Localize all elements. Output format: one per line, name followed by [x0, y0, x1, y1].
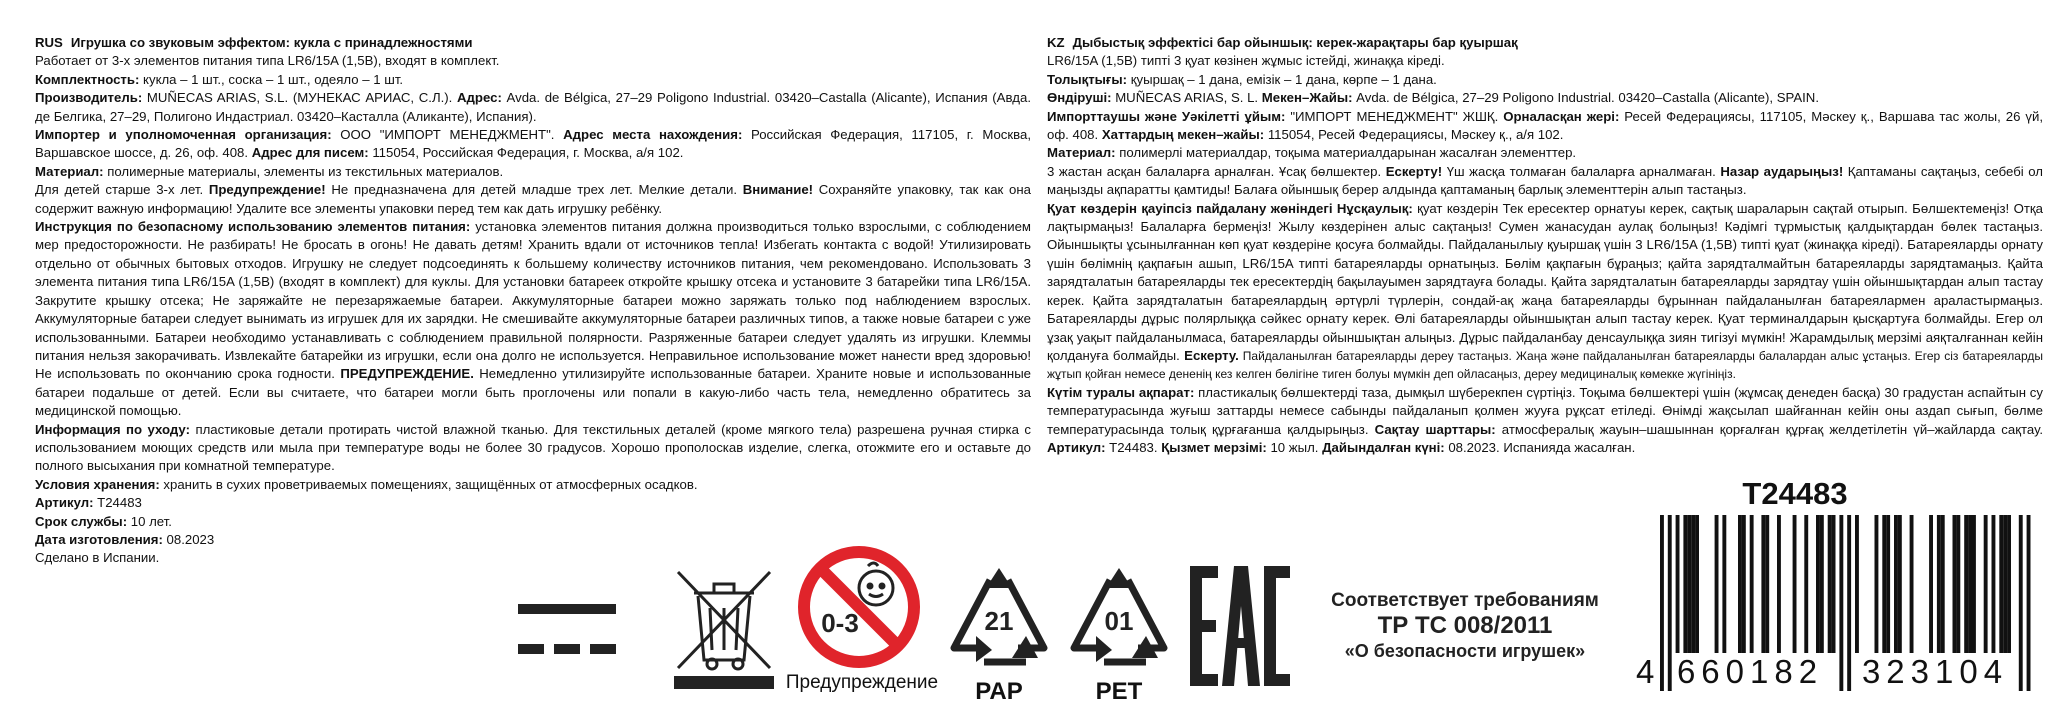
kz-battery-instructions: Қуат көздерін қауіпсіз пайдалану жөніндегі Нұсқаулық: қуат көздерін Тек ересектер орнатуы керек, сақтық шараларын сақтай отырып. Бөлшектемеңіз! Отқа лақтырмаңыз! Балаларға бермеңіз! Жылу көздерінен алыс сақтаңыз! Сумен жанасудан аулақ болыңыз! Кәдімгі тұрмыстық қалдықтардан бөлек тастаңыз. Ойыншықты ұсынылғаннан көп қуат көздеріне қосуға болмайды. Пайдаланылыу қуыршақ үшін 3 LR6/15A (1,5В) типті қуат (жинаққа кіреді). Батареяларды орнату үшін бөлімнің қақпағын ашып, LR6/15A типті батареяларды орнатыңыз. Бөлім қақпағын бұраңыз; қайта зарядталмайтын батареяларды зарядтамаңыз. Қайта зарядталатын батареяларды тек ересектердің бақылауымен зарядтауға болады. Қайта зарядталатын батареяларды зарядтау үшін ойыншықтардан алып тастау керек. Қайта зарядталатын батареялардың әртүрлі түрлерін, сондай-ақ жаңа батареяларды бұрыннан пайдаланылған батареялармен араластырмаңыз. Батареяларды дұрыс полярлыққа сәйкес орнату керек. Өлі батареяларды ойыншықтан алып тастау керек. Қуат терминалдарын қысқартуға болмайды. Егер ол ұзақ уақыт пайдаланылмаса, батареяларды ойыншықтан алыңыз. Дұрыс пайдаланбау денсаулыққа зиян тигізуі мүмкін! Жарамдылық мерзімі аяқталғаннан кейін қолдануға болмайды. Ескерту. Пайдаланылған батареяларды дереу тастаңыз. Жаңа және пайдаланылған батареяларды балалардан алыс ұстаңыз. Егер сіз батареяларды жұтып қойған немесе дененің кез келген бөлігіне тиген болуы мүмкін деп ойласаңыз, дереу медициналық көмекке жүгініңіз. [1047, 200, 2043, 382]
ru-storage: Условия хранения: хранить в сухих проветриваемых помещениях, защищённых от атмосферных осадков. [35, 476, 698, 492]
barcode-bar [1765, 515, 1769, 653]
barcode-bar [1691, 515, 1695, 653]
ru-battery-instructions: Инструкция по безопасному использованию элементов питания: установка элементов питания должна производиться только взрослыми, с соблюдением мер предосторожности. Не разбирать! Не бросать в огонь! Не давать детям! Хранить вдали от источников тепла! Избегать контакта с водой! Утилизировать отдельно от обычных бытовых отходов. Игрушку не следует подсоединять к большему количеству источников питания, чем рекомендовано. Использовать 3 элемента питания типа LR6/15A (1,5В) (входят в комплект) для куклы. Для установки батареек откройте крышку отсека и установите 3 батарейки типа LR6/15A. Закрутите крышку отсека; Не заряжайте не перезаряжаемые батареи. Аккумуляторные батареи можно заряжать только под наблюдением взрослых. Аккумуляторные батареи следует вынимать из игрушек для их зарядки. Не смешивайте аккумуляторные батареи различных типов, а также новые батареи с уже использованными. Батареи необходимо устанавливать с соблюдением правильной полярности. Разряженные батареи следует удалять из игрушки. Клеммы питания нельзя закорачивать. Извлекайте батарейки из игрушки, если она долго не используется. Неправильное использование может нанести вред здоровью! Не использовать по окончанию срока годности. ПРЕДУПРЕЖДЕНИЕ. Немедленно утилизируйте использованные батареи. Храните новые и использованные батареи подальше от детей. Если вы считаете, что батареи могли быть проглочены или попали в какую-либо часть тела, немедленно обратитесь за медицинской помощью. [35, 219, 1032, 419]
barcode-bar [2003, 515, 2007, 653]
barcode-bar [1968, 515, 1972, 653]
warning-label: Предупреждение [785, 672, 939, 693]
pap-label: PAP [975, 678, 1023, 705]
barcode-bar [2019, 515, 2023, 691]
barcode-bar [1816, 515, 1820, 653]
barcode-bar [1820, 515, 1824, 653]
ru-service-life: Срок службы: 10 лет. [35, 513, 172, 529]
barcode-bar [1956, 515, 1960, 653]
barcode-bar [2007, 515, 2011, 653]
barcode-bar [1695, 515, 1699, 653]
barcode-bar [1683, 515, 1687, 653]
cert-line-3: «О безопасности игрушек» [1344, 641, 1586, 661]
cert-line-2: ТР ТС 008/2011 [1377, 612, 1553, 639]
barcode-bar [1875, 515, 1879, 653]
barcode-bar [1687, 515, 1691, 653]
recycle-pap-icon [946, 566, 1052, 670]
ru-lang-code: RUS [35, 35, 63, 50]
barcode-bar [1750, 515, 1754, 653]
barcode-bar [1886, 515, 1890, 653]
barcode-bar [1839, 515, 1843, 691]
ru-manufacture-date: Дата изготовления: 08.2023 [35, 531, 215, 547]
cert-line-1: Соответствует требованиям [1331, 590, 1599, 611]
kz-lang-code: KZ [1047, 35, 1065, 50]
pet-label: PET [1095, 678, 1143, 705]
kz-importer: Импорттаушы және Уәкілетті ұйым: "ИМПОРТ МЕНЕДЖМЕНТ" ЖШҚ. Орналасқан жері: Ресей Федерациясы, 117105, Мәскеу қ., Варшава тас жолы, 26 үй, оф. 408. Хаттардың мекен–жайы: 115054, Ресей Федерациясы, Мәскеу қ., а/я 102. [1047, 108, 2044, 143]
ru-article: Артикул: T24483 [35, 495, 142, 511]
pet-code-text: 01 [1104, 606, 1134, 636]
barcode-bar [1828, 515, 1832, 653]
barcode-group-1: 660182 [1676, 653, 1824, 690]
kazakh-text-column [1047, 34, 2043, 457]
kz-contents: Толықтығы: қуыршақ – 1 дана, емізік – 1 дана, көрпе – 1 дана. [1047, 71, 1437, 87]
ru-importer: Импортер и уполномоченная организация: ООО "ИМПОРТ МЕНЕДЖМЕНТ". Адрес места нахождения: Российская Федерация, 117105, г. Москва, Варшавское шоссе, д. 26, оф. 408. Адрес для писем: 115054, Российская Федерация, г. Москва, а/я 102. [35, 127, 1031, 161]
barcode-bar [1832, 515, 1836, 653]
ean13-barcode [1630, 515, 2040, 691]
ru-material: Материал: полимерные материалы, элементы из текстильных материалов. [35, 163, 504, 179]
barcode-bar [1660, 515, 1664, 691]
barcode-bar [1668, 515, 1672, 691]
article-number: T24483 [1742, 476, 1848, 511]
kz-title: Дыбыстық эффектісі бар ойыншық: керек-жарақтары бар қуыршақ [1072, 35, 1518, 50]
kz-care-info: Күтім туралы ақпарат: пластикалық бөлшектерді таза, дымқыл шүберекпен сүртіңіз. Тоқыма бөлшектері үшін (жұмсақ денеден басқа) 30 градустан аспайтын су температурасында жуғыш заттарды немесе сабынды пайдаланып қолмен жууға рұқсат етіледі. Өнімді жақсылап шайғаннан кейін оны аздап сығып, бөлме температурасында толық құрғағанша қалдырыңыз. Сақтау шарттары: атмосфералық жауын–шашыннан қорғалған құрғақ желдетілетін үй–жайларда сақтау. Артикул: T24483. Қызмет мерзімі: 10 жыл. Дайындалған күні: 08.2023. Испанияда жасалған. [1047, 384, 2044, 455]
barcode-bar [1847, 515, 1851, 691]
age-warning-icon [796, 544, 922, 670]
barcode-bar [1999, 515, 2003, 653]
barcode-bar [1855, 515, 1859, 653]
barcode-bar [1972, 515, 1976, 653]
barcode-bar [1882, 515, 1886, 653]
pap-code-text: 21 [984, 606, 1014, 636]
russian-text-column [35, 34, 1031, 568]
barcode-bar [1941, 515, 1945, 653]
barcode-first-digit: 4 [1636, 653, 1655, 690]
barcode-bar [1953, 515, 1957, 653]
barcode-bar [1676, 515, 1680, 653]
kz-material: Материал: полимерлі материалдар, тоқыма материалдарынан жасалған элементтер. [1047, 145, 1577, 161]
barcode-bar [1992, 515, 1996, 653]
barcode-bar [1804, 515, 1808, 653]
ru-age-warning: Для детей старше 3-х лет. Предупреждение! Не предназначена для детей младше трех лет. Мелкие детали. Внимание! Сохраняйте упаковку, так как она содержит важную информацию! Удалите все элементы упаковки перед тем как дать игрушку ребёнку. [35, 182, 1032, 216]
barcode-bar [1777, 515, 1781, 653]
age-range-text: 0-3 [821, 608, 859, 638]
ru-contents: Комплектность: кукла – 1 шт., соска – 1 шт., одеяло – 1 шт. [35, 71, 404, 87]
barcode-bar [1937, 515, 1941, 653]
ru-care-info: Информация по уходу: пластиковые детали протирать чистой влажной тканью. Для текстильных деталей (кроме мягкого тела) разрешена ручная стирка с использованием моющих средств или мыла при температуре воды не более 30 градусов. Хорошо прополоскав изделие, слегка, отожмите его и оставьте до полного высыхания при комнатной температуре. [35, 421, 1031, 474]
eac-mark-icon [1190, 566, 1290, 686]
barcode-bar [1722, 515, 1726, 653]
barcode-bar [1742, 515, 1746, 653]
ru-heading [35, 34, 1031, 52]
barcode-bar [1984, 515, 1988, 653]
kz-age-warning: 3 жастан асқан балаларға арналған. Ұсақ бөлшектер. Ескерту! Үш жасқа толмаған балаларға арналмаған. Назар аударыңыз! Қаптаманы сақтаңыз, себебі ол маңызды ақпаратты қамтиды! Балаға ойыншық берер алдында қаптаманың барлық элементтерін алып тастаңыз. [1047, 163, 2043, 198]
kz-heading [1047, 34, 2043, 52]
barcode-bar [1738, 515, 1742, 653]
barcode-bar [1910, 515, 1914, 653]
barcode-bar [1964, 515, 1968, 653]
kz-manufacturer: Өндіруші: MUÑECAS ARIAS, S. L. Мекен–Жайы: Avda. de Bélgica, 27–29 Poligono Industrial. 03420–Castalla (Alicante), SPAIN. [1047, 90, 1819, 106]
barcode-bar [1898, 515, 1902, 653]
barcode-bar [2027, 515, 2031, 691]
barcode-bar [1929, 515, 1933, 653]
crossed-out-bin-icon [674, 568, 774, 692]
kz-power-info: LR6/15A (1,5В) типті 3 қуат көзінен жұмыс істейді, жинаққа кіреді. [1047, 53, 1445, 69]
recycle-pet-icon [1066, 566, 1172, 670]
ru-made-in: Сделано в Испании. [35, 550, 160, 566]
barcode-bar [1715, 515, 1719, 653]
barcode-bar [1894, 515, 1898, 653]
ru-manufacturer: Производитель: MUÑECAS ARIAS, S.L. (МУНЕКАС АРИАС, С.Л.). Адрес: Avda. de Bélgica, 27–29 Poligono Industrial. 03420–Castalla (Alicante), Испания (Авда. де Белгика, 27–29, Полигоно Индастриал. 03420–Касталла (Аликанте), Испания). [35, 90, 1032, 124]
ru-power-info: Работает от 3-х элементов питания типа LR6/15A (1,5В), входят в комплект. [35, 53, 500, 69]
barcode-group-2: 323104 [1861, 653, 2009, 690]
barcode-bar [1761, 515, 1765, 653]
ru-title: Игрушка со звуковым эффектом: кукла с принадлежностями [70, 35, 473, 50]
certification-text [1305, 589, 1625, 663]
direct-current-icon [518, 604, 616, 656]
barcode-bar [1793, 515, 1797, 653]
